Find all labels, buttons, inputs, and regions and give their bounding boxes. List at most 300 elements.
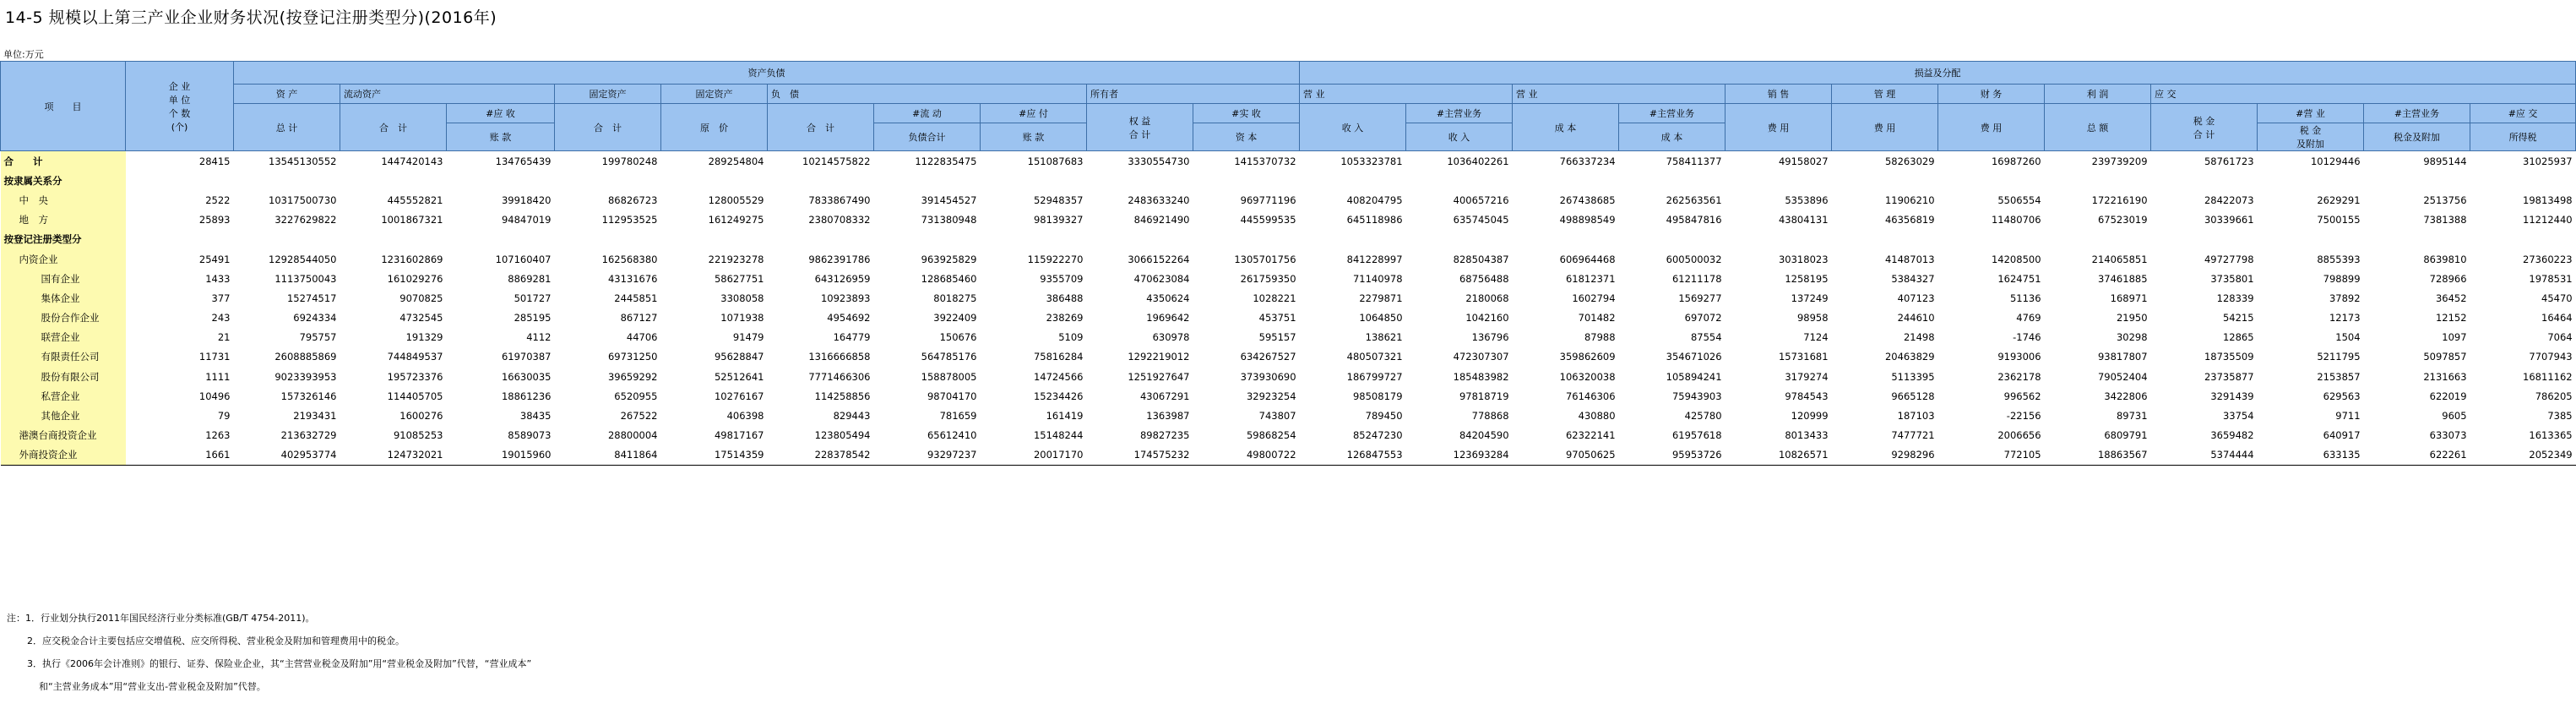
cell-value: 4954692 — [827, 312, 871, 325]
cell-value: 114405705 — [387, 390, 443, 402]
table-row — [1, 386, 2576, 406]
cell-value: 95953726 — [1619, 445, 1725, 466]
cell-value — [1619, 171, 1725, 190]
cell-value: 93817807 — [2097, 351, 2148, 363]
cell-value: 9895144 — [2364, 151, 2470, 172]
cell-value: 5506554 — [1997, 194, 2041, 206]
cell-value: 1122835475 — [874, 151, 981, 172]
cell-value: 38435 — [519, 410, 552, 423]
table-row — [1, 230, 2576, 249]
header-selling-2: 费 用 — [1725, 104, 1832, 151]
cell-value: 501727 — [514, 292, 552, 304]
cell-value: 1251927647 — [1128, 370, 1190, 383]
cell-value: 18863567 — [2045, 445, 2151, 466]
header-tax-line: 税 金 — [2193, 115, 2215, 127]
cell-value: 1661 — [126, 445, 234, 466]
cell-value — [1406, 230, 1513, 249]
cell-value: 606964468 — [1559, 253, 1616, 265]
cell-value: 31025937 — [2470, 151, 2576, 172]
cell-value: 21950 — [2116, 312, 2148, 325]
cell-value: 51136 — [2009, 292, 2041, 304]
cell-value — [2364, 171, 2470, 190]
cell-value: 1001867321 — [381, 214, 443, 226]
cell-value: 10276167 — [714, 390, 764, 402]
cell-value — [1087, 171, 1193, 190]
cell-value — [1619, 230, 1725, 249]
cell-value: -22156 — [2006, 410, 2041, 423]
cell-value: 3330554730 — [1087, 151, 1193, 172]
cell-value: 635745045 — [1453, 214, 1509, 226]
cell-value: 758411377 — [1619, 151, 1725, 172]
cell-value — [2045, 171, 2151, 190]
header-group-profit: 损益及分配 — [1300, 62, 2576, 85]
header-main-revenue: #主营业务 — [1406, 104, 1513, 123]
cell-value: 75816284 — [1033, 351, 1084, 363]
cell-value: 16630035 — [501, 370, 552, 383]
cell-value: 59868254 — [1246, 429, 1296, 442]
header-biz-tax-2 — [2258, 123, 2364, 151]
cell-value: 79 — [217, 410, 231, 423]
cell-value: 1613365 — [2529, 429, 2573, 442]
cell-value — [661, 230, 768, 249]
cell-value: 5384327 — [1891, 272, 1935, 285]
header-current-assets-2: 合 计 — [340, 104, 447, 151]
cell-value — [1406, 171, 1513, 190]
table-row — [1, 210, 2576, 230]
cell-value: 10214575822 — [768, 151, 874, 172]
cell-value: 373930690 — [1240, 370, 1296, 383]
cell-value: 187103 — [1897, 410, 1935, 423]
cell-value: 52948357 — [1033, 194, 1084, 206]
row-label: 有限责任公司 — [1, 347, 126, 367]
cell-value: 1600276 — [399, 410, 443, 423]
header-fixed-original-2: 原 价 — [661, 104, 768, 151]
cell-value — [1832, 171, 1938, 190]
cell-value: 3422806 — [2104, 390, 2148, 402]
header-count-line: (个) — [171, 121, 188, 133]
cell-value: 84204590 — [1459, 429, 1509, 442]
cell-value: 645118986 — [1346, 214, 1403, 226]
header-current-liab-2: 负债合计 — [874, 123, 981, 151]
cell-value: 12152 — [2435, 312, 2467, 325]
cell-value: 2380708332 — [808, 214, 871, 226]
cell-value: 595157 — [1258, 331, 1296, 344]
cell-value: -1746 — [2013, 331, 2041, 344]
cell-value: 68756488 — [1459, 272, 1509, 285]
cell-value: 8869281 — [508, 272, 552, 285]
cell-value: 1263 — [205, 429, 231, 442]
cell-value: 4350624 — [1146, 292, 1190, 304]
table-row — [1, 308, 2576, 328]
cell-value: 778868 — [1471, 410, 1509, 423]
table-row — [1, 249, 2576, 269]
cell-value: 136796 — [1471, 331, 1509, 344]
header-profit: 利 润 — [2045, 85, 2151, 104]
cell-value: 1504 — [2335, 331, 2361, 344]
cell-value: 1042160 — [1465, 312, 1509, 325]
cell-value: 65612410 — [927, 429, 977, 442]
cell-value: 168971 — [2110, 292, 2148, 304]
cell-value: 58627751 — [714, 272, 764, 285]
cell-value: 106320038 — [1559, 370, 1616, 383]
cell-value — [555, 171, 661, 190]
cell-value: 199780248 — [555, 151, 661, 172]
cell-value: 2522 — [205, 194, 231, 206]
cell-value: 2279871 — [1359, 292, 1403, 304]
cell-value: 11480706 — [1991, 214, 2041, 226]
cell-value — [981, 171, 1087, 190]
cell-value: 14724566 — [1033, 370, 1084, 383]
cell-value: 28800004 — [607, 429, 658, 442]
header-count-line: 个 数 — [168, 107, 191, 119]
cell-value: 13545130552 — [234, 151, 340, 172]
cell-value: 86826723 — [607, 194, 658, 206]
row-label: 合 计 — [1, 151, 126, 172]
row-label: 内资企业 — [1, 249, 126, 269]
cell-value: 21 — [217, 331, 231, 344]
cell-value: 629563 — [2323, 390, 2361, 402]
cell-value: 1602794 — [1572, 292, 1616, 304]
cell-value: 829443 — [833, 410, 871, 423]
cell-value: 425780 — [1684, 410, 1722, 423]
header-main-biz-tax: #主营业务 — [2364, 104, 2470, 123]
cell-value: 643126959 — [814, 272, 871, 285]
cell-value: 7124 — [1803, 331, 1829, 344]
cell-value: 61970387 — [501, 351, 552, 363]
header-profit-2: 总 额 — [2045, 104, 2151, 151]
cell-value: 161029276 — [387, 272, 443, 285]
header-mgmt-2: 费 用 — [1832, 104, 1938, 151]
header-main-cost: #主营业务 — [1619, 104, 1725, 123]
cell-value: 480507321 — [1346, 351, 1403, 363]
cell-value: 3179274 — [1785, 370, 1829, 383]
cell-value: 1036402261 — [1406, 151, 1513, 172]
cell-value: 267522 — [620, 410, 658, 423]
footnotes — [7, 607, 531, 698]
cell-value: 2052349 — [2470, 445, 2576, 466]
cell-value: 2006656 — [1997, 429, 2041, 442]
cell-value: 54215 — [2222, 312, 2254, 325]
cell-value — [1087, 230, 1193, 249]
cell-value: 49158027 — [1725, 151, 1832, 172]
cell-value: 25893 — [198, 214, 231, 226]
header-tax-2 — [2151, 104, 2258, 151]
cell-value: 1447420143 — [340, 151, 447, 172]
cell-value: 98139327 — [1033, 214, 1084, 226]
cell-value: 2131663 — [2423, 370, 2467, 383]
cell-value: 633073 — [2429, 429, 2467, 442]
cell-value: 98958 — [1796, 312, 1829, 325]
cell-value — [234, 230, 340, 249]
cell-value: 238269 — [1046, 312, 1084, 325]
cell-value: 18735509 — [2204, 351, 2254, 363]
cell-value: 164779 — [833, 331, 871, 344]
cell-value: 6924334 — [293, 312, 337, 325]
cell-value: 731380948 — [921, 214, 977, 226]
cell-value: 5374444 — [2151, 445, 2258, 466]
cell-value: 1363987 — [1146, 410, 1190, 423]
header-equity-line: 权 益 — [1128, 115, 1151, 127]
table-row — [1, 269, 2576, 288]
cell-value: 400657216 — [1453, 194, 1509, 206]
cell-value: 16811162 — [2523, 370, 2573, 383]
cell-value: 3227629822 — [274, 214, 337, 226]
cell-value: 1111 — [205, 370, 231, 383]
cell-value: 45470 — [2541, 292, 2573, 304]
cell-value: 37461885 — [2097, 272, 2148, 285]
row-label: 外商投资企业 — [1, 445, 126, 466]
cell-value: 1569277 — [1678, 292, 1722, 304]
cell-value — [2258, 230, 2364, 249]
cell-value: 2629291 — [2317, 194, 2361, 206]
cell-value — [555, 230, 661, 249]
header-income-tax-2: 所得税 — [2470, 123, 2576, 151]
cell-value: 9784543 — [1785, 390, 1829, 402]
row-label: 按登记注册类型分 — [1, 230, 126, 249]
cell-value: 23735877 — [2204, 370, 2254, 383]
cell-value: 5211795 — [2317, 351, 2361, 363]
cell-value: 69731250 — [607, 351, 658, 363]
table-row — [1, 347, 2576, 367]
cell-value: 445599535 — [1240, 214, 1296, 226]
cell-value: 46356819 — [1884, 214, 1935, 226]
cell-value: 622261 — [2364, 445, 2470, 466]
cell-value — [126, 171, 234, 190]
header-tax: 应 交 — [2151, 85, 2576, 104]
cell-value: 98508179 — [1352, 390, 1403, 402]
cell-value — [234, 171, 340, 190]
cell-value — [874, 230, 981, 249]
cell-value: 391454527 — [921, 194, 977, 206]
cell-value: 10317500730 — [269, 194, 337, 206]
cell-value: 7477721 — [1891, 429, 1935, 442]
cell-value: 33754 — [2222, 410, 2254, 423]
header-count — [126, 62, 234, 151]
header-biz-tax-line: 税 金 — [2299, 125, 2322, 136]
cell-value: 633135 — [2258, 445, 2364, 466]
cell-value: 174575232 — [1087, 445, 1193, 466]
cell-value: 9665128 — [1891, 390, 1935, 402]
cell-value: 798899 — [2323, 272, 2361, 285]
cell-value: 158878005 — [921, 370, 977, 383]
cell-value — [447, 230, 555, 249]
cell-value: 495847816 — [1666, 214, 1722, 226]
cell-value: 97818719 — [1459, 390, 1509, 402]
cell-value: 3308058 — [720, 292, 764, 304]
header-main-revenue-2: 收 入 — [1406, 123, 1513, 151]
cell-value: 87554 — [1690, 331, 1722, 344]
cell-value: 1415370732 — [1193, 151, 1300, 172]
cell-value — [1300, 230, 1406, 249]
cell-value: 407123 — [1897, 292, 1935, 304]
header-receivable: #应 收 — [447, 104, 555, 123]
cell-value: 634267527 — [1240, 351, 1296, 363]
cell-value: 32923254 — [1246, 390, 1296, 402]
header-biz-tax: #营 业 — [2258, 104, 2364, 123]
cell-value: 9023393953 — [274, 370, 337, 383]
cell-value: 262563561 — [1666, 194, 1722, 206]
table-row — [1, 328, 2576, 347]
cell-value: 472307307 — [1453, 351, 1509, 363]
cell-value: 359862609 — [1559, 351, 1616, 363]
cell-value: 786205 — [2535, 390, 2573, 402]
header-paid-in: #实 收 — [1193, 104, 1300, 123]
cell-value: 8639810 — [2423, 253, 2467, 265]
cell-value: 10129446 — [2258, 151, 2364, 172]
cell-value: 1258195 — [1785, 272, 1829, 285]
cell-value: 195723376 — [387, 370, 443, 383]
header-assets-total: 资 产 — [234, 85, 340, 104]
cell-value: 27360223 — [2523, 253, 2573, 265]
cell-value: 772105 — [1938, 445, 2045, 466]
cell-value — [2045, 230, 2151, 249]
cell-value: 20463829 — [1884, 351, 1935, 363]
cell-value: 841228997 — [1346, 253, 1403, 265]
header-tax-line: 合 计 — [2193, 128, 2215, 140]
cell-value: 44706 — [626, 331, 658, 344]
cell-value: 128339 — [2216, 292, 2254, 304]
cell-value: 5097857 — [2423, 351, 2467, 363]
cell-value: 406398 — [726, 410, 764, 423]
cell-value: 408204795 — [1346, 194, 1403, 206]
cell-value: 11212440 — [2523, 214, 2573, 226]
cell-value: 20017170 — [981, 445, 1087, 466]
cell-value: 728966 — [2429, 272, 2467, 285]
cell-value: 7500155 — [2317, 214, 2361, 226]
footnote: 注：1．行业划分执行2011年国民经济行业分类标准(GB/T 4754-2011)。 — [7, 613, 315, 624]
cell-value: 1097 — [2442, 331, 2467, 344]
cell-value: 228378542 — [768, 445, 874, 466]
cell-value: 126847553 — [1300, 445, 1406, 466]
header-fixed-original: 固定资产 — [661, 85, 768, 104]
cell-value: 8411864 — [555, 445, 661, 466]
cell-value: 12865 — [2222, 331, 2254, 344]
header-equity-line: 合 计 — [1128, 128, 1151, 140]
header-assets-total-2: 总 计 — [234, 104, 340, 151]
cell-value: 76146306 — [1565, 390, 1616, 402]
cell-value: 15148244 — [1033, 429, 1084, 442]
cell-value: 75943903 — [1671, 390, 1722, 402]
cell-value: 43131676 — [607, 272, 658, 285]
page-title: 14-5 规模以上第三产业企业财务状况(按登记注册类型分)(2016年) — [5, 8, 497, 27]
cell-value: 213632729 — [280, 429, 337, 442]
cell-value: 214065851 — [2091, 253, 2148, 265]
cell-value: 128685460 — [921, 272, 977, 285]
cell-value: 36452 — [2435, 292, 2467, 304]
cell-value: 1028221 — [1253, 292, 1296, 304]
cell-value: 453751 — [1258, 312, 1296, 325]
row-label: 联营企业 — [1, 328, 126, 347]
cell-value: 85247230 — [1352, 429, 1403, 442]
cell-value: 8018275 — [933, 292, 977, 304]
cell-value: 16987260 — [1938, 151, 2045, 172]
cell-value: 138621 — [1365, 331, 1403, 344]
cell-value: 1071938 — [720, 312, 764, 325]
cell-value: 9862391786 — [808, 253, 871, 265]
cell-value: 4112 — [526, 331, 552, 344]
cell-value: 30339661 — [2204, 214, 2254, 226]
cell-value: 386488 — [1046, 292, 1084, 304]
cell-value: 7833867490 — [808, 194, 871, 206]
cell-value: 43804131 — [1778, 214, 1829, 226]
cell-value: 134765439 — [447, 151, 555, 172]
cell-value: 15274517 — [286, 292, 337, 304]
cell-value: 9711 — [2335, 410, 2361, 423]
cell-value: 795757 — [299, 331, 337, 344]
cell-value: 191329 — [405, 331, 443, 344]
cell-value: 243 — [211, 312, 231, 325]
cell-value: 1316666858 — [808, 351, 871, 363]
cell-value: 12173 — [2329, 312, 2361, 325]
cell-value: 1064850 — [1359, 312, 1403, 325]
cell-value — [2364, 230, 2470, 249]
cell-value: 9298296 — [1832, 445, 1938, 466]
cell-value: 186799727 — [1346, 370, 1403, 383]
cell-value: 2193431 — [293, 410, 337, 423]
cell-value: 30318023 — [1778, 253, 1829, 265]
header-fixed-assets: 固定资产 — [555, 85, 661, 104]
table-row — [1, 151, 2576, 172]
header-liabilities: 负 债 — [768, 85, 1087, 104]
cell-value: 7064 — [2547, 331, 2573, 344]
cell-value: 744849537 — [387, 351, 443, 363]
cell-value: 10826571 — [1725, 445, 1832, 466]
header-fixed-assets-2: 合 计 — [555, 104, 661, 151]
cell-value: 3922409 — [933, 312, 977, 325]
cell-value: 5109 — [1058, 331, 1084, 344]
header-income-tax: #应 交 — [2470, 104, 2576, 123]
cell-value: 28415 — [126, 151, 234, 172]
cell-value: 18861236 — [501, 390, 552, 402]
table-row — [1, 288, 2576, 308]
cell-value — [1193, 171, 1300, 190]
cell-value: 3066152264 — [1128, 253, 1190, 265]
cell-value: 600500032 — [1666, 253, 1722, 265]
cell-value: 1231602869 — [381, 253, 443, 265]
cell-value: 2153857 — [2317, 370, 2361, 383]
cell-value — [1938, 230, 2045, 249]
header-main-biz-tax-2: 税金及附加 — [2364, 123, 2470, 151]
cell-value: 697072 — [1684, 312, 1722, 325]
cell-value: 1969642 — [1146, 312, 1190, 325]
cell-value: 58263029 — [1832, 151, 1938, 172]
cell-value: 9070825 — [399, 292, 443, 304]
cell-value: 2445851 — [614, 292, 658, 304]
unit-label: 单位:万元 — [3, 49, 44, 60]
cell-value: 98704170 — [927, 390, 977, 402]
cell-value: 7771466306 — [808, 370, 871, 383]
cell-value: 67523019 — [2097, 214, 2148, 226]
row-label: 集体企业 — [1, 288, 126, 308]
cell-value — [981, 230, 1087, 249]
cell-value: 79052404 — [2097, 370, 2148, 383]
cell-value: 16464 — [2541, 312, 2573, 325]
header-selling: 销 售 — [1725, 85, 1832, 104]
footnote: 2．应交税金合计主要包括应交增值税、应交所得税、营业税金及附加和管理费用中的税金。 — [27, 635, 405, 646]
cell-value: 8013433 — [1785, 429, 1829, 442]
header-fin-2: 费 用 — [1938, 104, 2045, 151]
cell-value: 781659 — [939, 410, 977, 423]
cell-value: 1305701756 — [1234, 253, 1296, 265]
cell-value: 3291439 — [2210, 390, 2254, 402]
cell-value — [2258, 171, 2364, 190]
cell-value: 2513756 — [2423, 194, 2467, 206]
cell-value: 828504387 — [1453, 253, 1509, 265]
cell-value: 61812371 — [1565, 272, 1616, 285]
cell-value: 5353896 — [1785, 194, 1829, 206]
cell-value — [1300, 171, 1406, 190]
cell-value: 1113750043 — [274, 272, 337, 285]
